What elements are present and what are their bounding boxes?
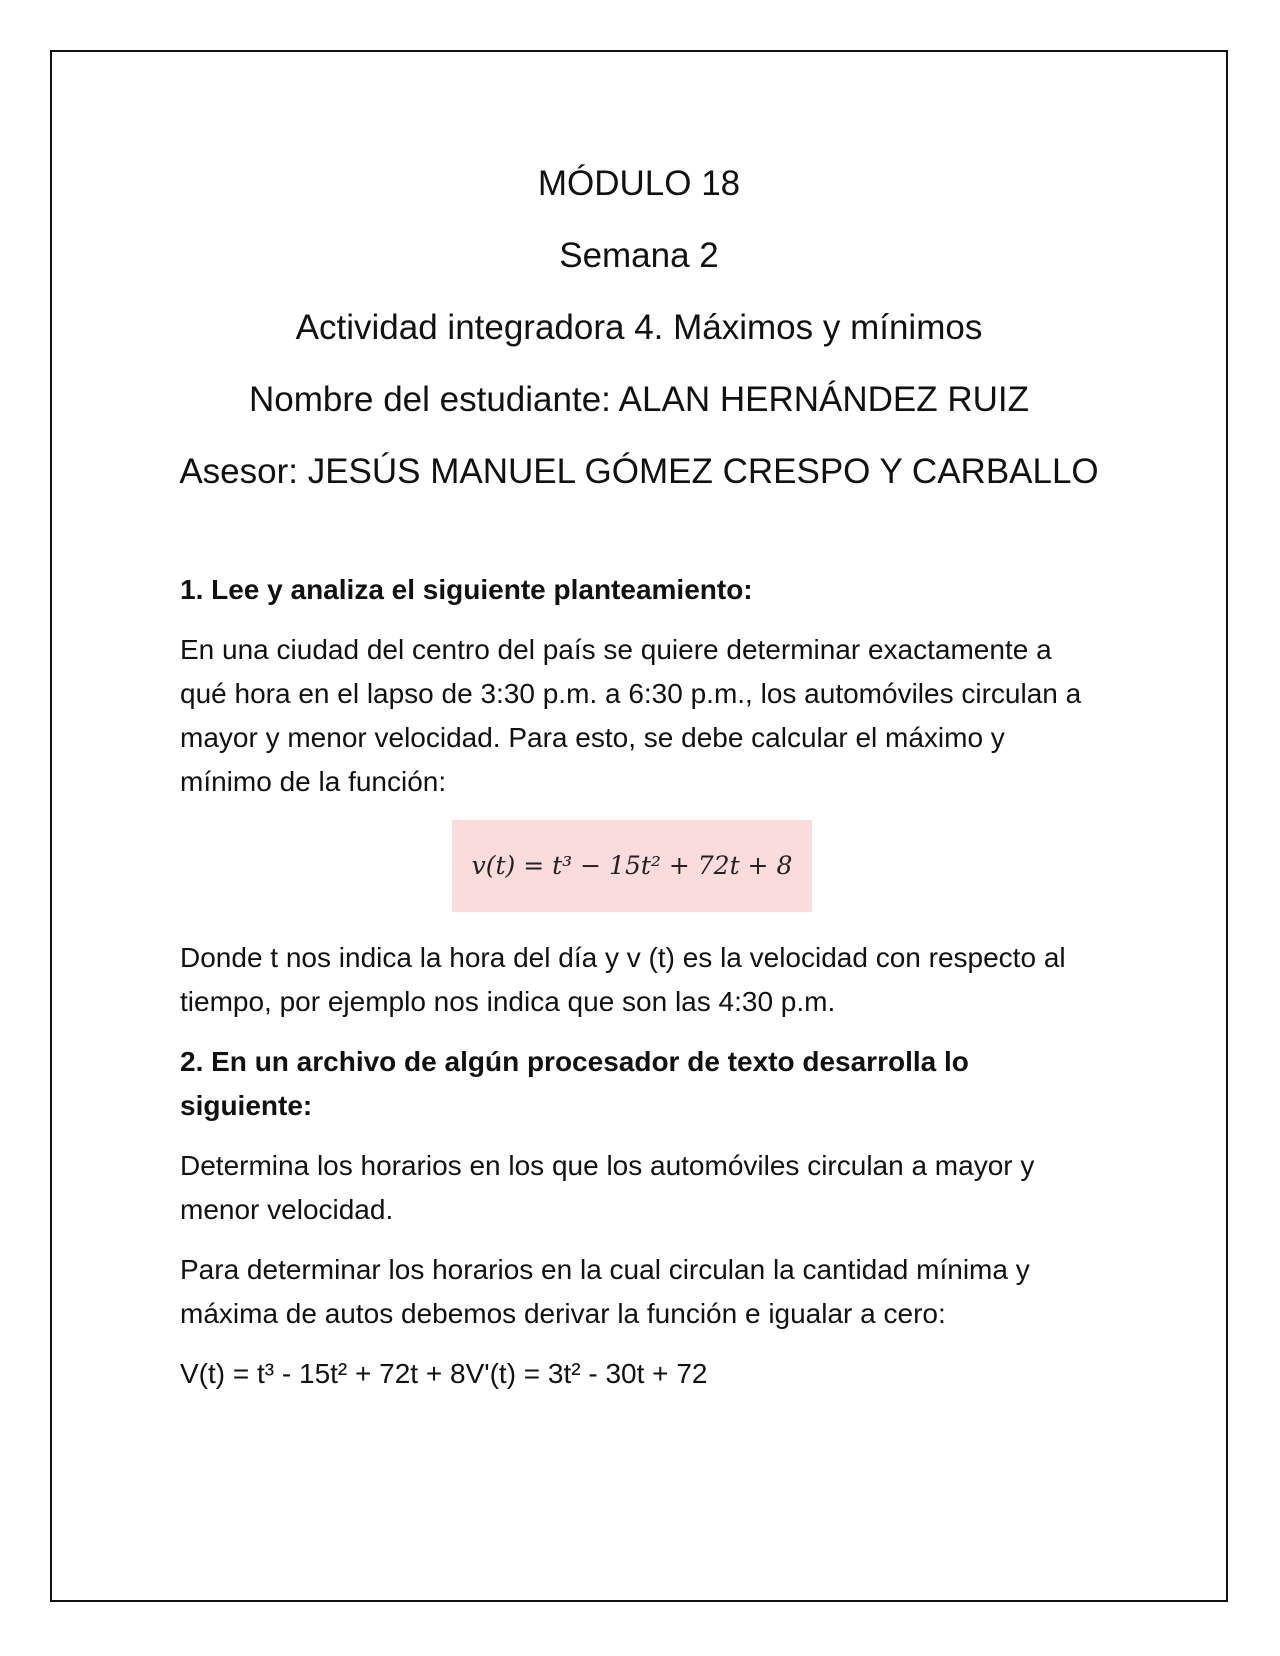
question-1-paragraph: En una ciudad del centro del país se quiere determinar exactamente a qué hora en el lapso de 3:30 p.m. a 6:30 p.m., los automóviles circulan a mayor y menor velocidad. Para esto, se debe calcular el máximo y mínimo de la función:	[180, 634, 1082, 797]
question-1-note: Donde t nos indica la hora del día y v (t) es la velocidad con respecto al tiempo, por ejemplo nos indica que son las 4:30 p.m.	[180, 942, 1066, 1017]
question-2-heading: 2. En un archivo de algún procesador de texto desarrolla lo siguiente:	[180, 1046, 969, 1121]
activity-title: Actividad integradora 4. Máximos y mínimos	[295, 308, 983, 347]
velocity-formula: v(t) = t³ − 15t² + 72t + 8	[452, 820, 812, 912]
question-2-method: Para determinar los horarios en la cual circulan la cantidad mínima y máxima de autos debemos derivar la función e igualar a cero:	[180, 1254, 1030, 1329]
document-body	[180, 568, 1100, 1412]
question-2-task: Determina los horarios en los que los automóviles circulan a mayor y menor velocidad.	[180, 1150, 1035, 1225]
derivative-equation: V(t) = t³ - 15t² + 72t + 8V'(t) = 3t² - 30t + 72	[180, 1358, 708, 1389]
question-1-heading: 1. Lee y analiza el siguiente planteamiento:	[180, 574, 753, 605]
document-header	[0, 148, 1278, 508]
advisor-name: Asesor: JESÚS MANUEL GÓMEZ CRESPO Y CARBALLO	[179, 452, 1099, 491]
module-title: MÓDULO 18	[537, 164, 741, 203]
student-name: Nombre del estudiante: ALAN HERNÁNDEZ RUIZ	[249, 380, 1029, 419]
week-label: Semana 2	[559, 236, 719, 275]
